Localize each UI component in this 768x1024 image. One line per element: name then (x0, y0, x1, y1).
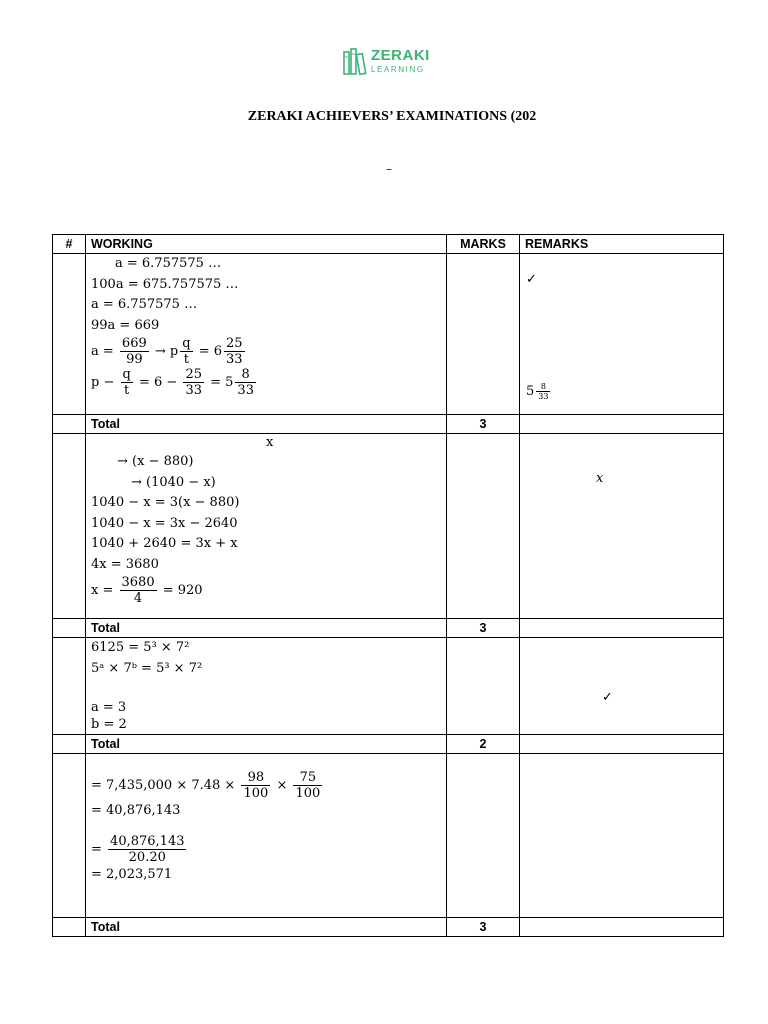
table-header-row (53, 235, 724, 254)
remark-variable: x (596, 471, 604, 486)
remarks-cell (520, 434, 724, 619)
total-label: Total (86, 735, 447, 754)
working-line: a = 3 (91, 700, 127, 715)
total-label: Total (86, 918, 447, 937)
working-line: = 40,876,143 (91, 803, 181, 818)
total-marks: 3 (447, 415, 520, 434)
exam-title: ZERAKI ACHIEVERS’ EXAMINATIONS (202 (247, 109, 537, 124)
working-line: 1040 − x = 3(x − 880) (91, 495, 240, 510)
tick-icon: ✓ (526, 272, 537, 287)
total-label: Total (86, 415, 447, 434)
working-line: x (266, 435, 274, 450)
table-row (53, 754, 724, 918)
working-cell (86, 254, 447, 415)
working-line: a = $\frac{669}{99}$ → p $\frac{q}{t}$ = 6 $\frac{25}{33}$ (91, 336, 243, 367)
working-line: a = 6.757575 … (115, 256, 222, 271)
fraction: $\frac{3680}{4}$ (121, 575, 155, 606)
working-line: 1040 − x = 3x − 2640 (91, 515, 238, 531)
marks-cell (447, 254, 520, 415)
title-dash: – (386, 162, 392, 176)
fraction: $\frac{q}{t}$ (122, 367, 131, 398)
total-row (53, 735, 724, 754)
fraction: $\frac{q}{t}$ (182, 336, 191, 367)
fraction: $\frac{8}{33}$ (237, 367, 254, 398)
fraction: $\frac{669}{99}$ (121, 336, 147, 367)
fraction: $\frac{40,876,143}{20.20}$ (110, 833, 185, 865)
header-marks: MARKS (447, 235, 520, 254)
books-icon (343, 46, 367, 76)
table-row (53, 254, 724, 415)
working-line: = 2,023,571 (91, 866, 173, 882)
working-cell (86, 638, 447, 735)
total-row (53, 415, 724, 434)
fraction: $\frac{25}{33}$ (185, 367, 202, 398)
remarks-cell (520, 754, 724, 918)
working-line: b = 2 (91, 717, 127, 732)
header-num: # (53, 235, 86, 254)
header-working: WORKING (86, 235, 447, 254)
tick-icon: ✓ (602, 690, 613, 705)
table-row (53, 434, 724, 619)
logo-name: ZERAKI (371, 47, 430, 64)
total-row (53, 918, 724, 937)
fraction: $\frac{98}{100}$ (243, 770, 269, 801)
total-marks: 3 (447, 918, 520, 937)
marks-cell (447, 754, 520, 918)
remarks-cell (520, 254, 724, 415)
logo-subtitle: LEARNING (371, 65, 425, 74)
marks-cell (447, 434, 520, 619)
fraction: $\frac{75}{100}$ (295, 770, 321, 801)
working-line: = $\frac{40,876,143}{20.20}$ (91, 833, 185, 865)
remarks-cell (520, 638, 724, 735)
working-cell (86, 754, 447, 918)
working-line: 100a = 675.757575 … (91, 276, 239, 292)
total-row (53, 619, 724, 638)
working-line: p − $\frac{q}{t}$ = 6 − $\frac{25}{33}$ = 5 $\frac{8}{33}$ (91, 367, 254, 398)
working-line: 6125 = 5³ × 7² (91, 640, 190, 655)
zeraki-logo (343, 46, 430, 76)
working-line: → (1040 − x) (131, 474, 216, 490)
working-line: x = $\frac{3680}{4}$ = 920 (91, 575, 203, 606)
working-line: = 7,435,000 × 7.48 × $\frac{98}{100}$ × $\frac{75}{100}$ (91, 770, 321, 801)
header-remarks: REMARKS (520, 235, 724, 254)
marks-cell (447, 638, 520, 735)
working-line: 1040 + 2640 = 3x + x (91, 536, 238, 551)
working-line: 5ᵃ × 7ᵇ = 5³ × 7² (91, 660, 203, 676)
total-marks: 2 (447, 735, 520, 754)
table-row (53, 638, 724, 735)
working-cell (86, 434, 447, 619)
working-line: 4x = 3680 (91, 556, 159, 572)
fraction: $\frac{25}{33}$ (226, 336, 243, 367)
remark-mixed-number: 5 $\frac{8}{33}$ (526, 382, 549, 401)
working-line: 99a = 669 (91, 317, 160, 333)
working-line: a = 6.757575 … (91, 297, 198, 312)
marking-scheme-table (52, 234, 724, 937)
total-marks: 3 (447, 619, 520, 638)
total-label: Total (86, 619, 447, 638)
working-line: → (x − 880) (117, 454, 194, 469)
